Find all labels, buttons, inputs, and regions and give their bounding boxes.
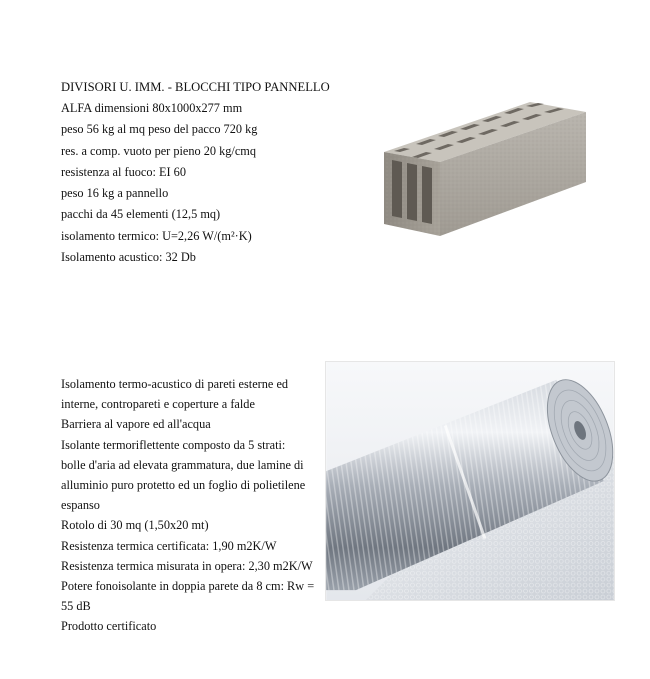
desc-layers-4: espanso (61, 498, 100, 513)
desc-layers: Isolante termoriflettente composto da 5 strati: (61, 437, 286, 452)
brick-image (380, 100, 588, 238)
spec-compression: res. a comp. vuoto per pieno 20 kg/cmq (61, 143, 256, 158)
spec-panel-weight: peso 16 kg a pannello (61, 186, 169, 201)
product-block-insulation (61, 374, 323, 636)
desc-layers-2: bolle d'aria ad elevata grammatura, due lamine di (61, 457, 304, 472)
spec-acoustic: Isolamento acustico: 32 Db (61, 250, 196, 265)
insulation-roll-image (325, 361, 615, 601)
desc-line-2: interne, contropareti e coperture a falde (61, 397, 255, 412)
spec-thermal-measured: Resistenza termica misurata in opera: 2,30 m2K/W (61, 558, 313, 573)
spec-certified: Prodotto certificato (61, 619, 157, 634)
section-title: DIVISORI U. IMM. - BLOCCHI TIPO PANNELLO (61, 80, 330, 94)
spec-fire-resistance: resistenza al fuoco: EI 60 (61, 164, 186, 179)
spec-package: pacchi da 45 elementi (12,5 mq) (61, 207, 221, 222)
spec-roll-size: Rotolo di 30 mq (1,50x20 mt) (61, 518, 209, 533)
spec-thermal: isolamento termico: U=2,26 W/(m²·K) (61, 228, 252, 243)
desc-vapor-barrier: Barriera al vapore ed all'acqua (61, 417, 211, 432)
spec-weight: peso 56 kg al mq peso del pacco 720 kg (61, 122, 258, 137)
spec-sound-insulation: Potere fonoisolante in doppia parete da 8 cm: Rw = (61, 578, 315, 593)
desc-layers-3: alluminio puro protetto ed un foglio di polietilene (61, 477, 306, 492)
spec-thermal-certified: Resistenza termica certificata: 1,90 m2K/W (61, 538, 277, 553)
product-block-alfa (61, 76, 361, 268)
spec-dimensions: ALFA dimensioni 80x1000x277 mm (61, 101, 243, 115)
desc-line-1: Isolamento termo-acustico di pareti esterne ed (61, 377, 289, 391)
spec-sound-value: 55 dB (61, 599, 91, 614)
